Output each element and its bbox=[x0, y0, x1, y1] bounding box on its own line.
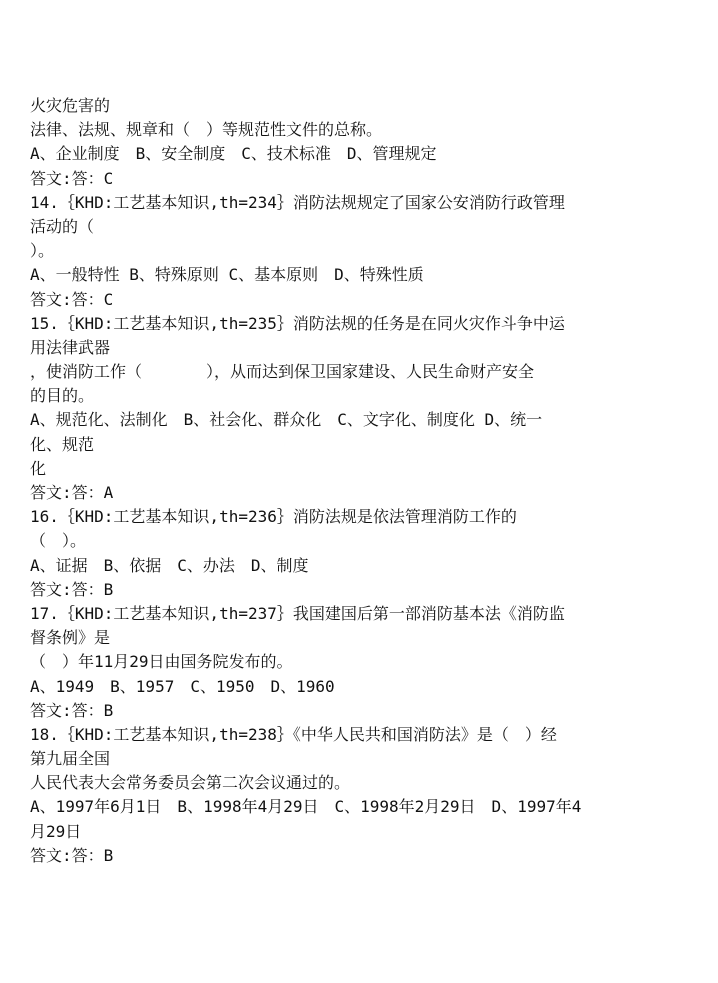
answer-line: 答文:答：B bbox=[30, 700, 114, 720]
options-line: 化、规范 bbox=[30, 434, 95, 454]
question-line: 14.｛KHD:工艺基本知识,th=234｝消防法规规定了国家公安消防行政管理 bbox=[30, 192, 565, 212]
text-line: 人民代表大会常务委员会第二次会议通过的。 bbox=[30, 773, 351, 793]
answer-line: 答文:答：B bbox=[30, 579, 114, 599]
text-line: 用法律武器 bbox=[30, 337, 111, 357]
text-line: A、企业制度 B、安全制度 C、技术标准 D、管理规定 bbox=[30, 144, 437, 164]
options-line: 化 bbox=[30, 458, 47, 478]
options-line: 月29日 bbox=[30, 821, 82, 841]
options-line: A、证据 B、依据 C、办法 D、制度 bbox=[30, 555, 309, 575]
options-line: A、一般特性 B、特殊原则 C、基本原则 D、特殊性质 bbox=[30, 265, 424, 285]
text-line: （ ）年11月29日由国务院发布的。 bbox=[30, 652, 293, 672]
text-line: 第九届全国 bbox=[30, 749, 111, 769]
answer-line: 答文:答：A bbox=[30, 483, 114, 502]
options-line: A、1997年6月1日 B、1998年4月29日 C、1998年2月29日 D、1997年4 bbox=[30, 797, 582, 817]
document-body bbox=[30, 94, 650, 868]
question-line: 18.｛KHD:工艺基本知识,th=238｝《中华人民共和国消防法》是（ ）经 bbox=[30, 724, 557, 744]
options-line: A、1949 B、1957 C、1950 D、1960 bbox=[30, 676, 335, 696]
text-line: ，使消防工作（ ），从而达到保卫国家建设、人民生命财产安全 bbox=[30, 362, 535, 382]
answer-line: 答文:答：C bbox=[30, 289, 114, 309]
answer-line: 答文:答：C bbox=[30, 168, 114, 188]
text-line: 法律、法规、规章和（ ）等规范性文件的总称。 bbox=[30, 120, 383, 140]
question-line: 15.｛KHD:工艺基本知识,th=235｝消防法规的任务是在同火灾作斗争中运 bbox=[30, 313, 565, 333]
text-line: （ ）。 bbox=[30, 531, 87, 551]
text-line: 火灾危害的 bbox=[30, 96, 111, 115]
text-line: 活动的（ bbox=[30, 216, 95, 236]
question-line: 16.｛KHD:工艺基本知识,th=236｝消防法规是依法管理消防工作的 bbox=[30, 507, 517, 527]
answer-line: 答文:答：B bbox=[30, 845, 114, 865]
question-line: 17.｛KHD:工艺基本知识,th=237｝我国建国后第一部消防基本法《消防监 bbox=[30, 603, 565, 623]
options-line: A、规范化、法制化 B、社会化、群众化 C、文字化、制度化 D、统一 bbox=[30, 410, 543, 430]
text-line: 督条例》是 bbox=[30, 628, 111, 648]
text-line: ）。 bbox=[30, 241, 55, 261]
text-line: 的目的。 bbox=[30, 386, 95, 406]
